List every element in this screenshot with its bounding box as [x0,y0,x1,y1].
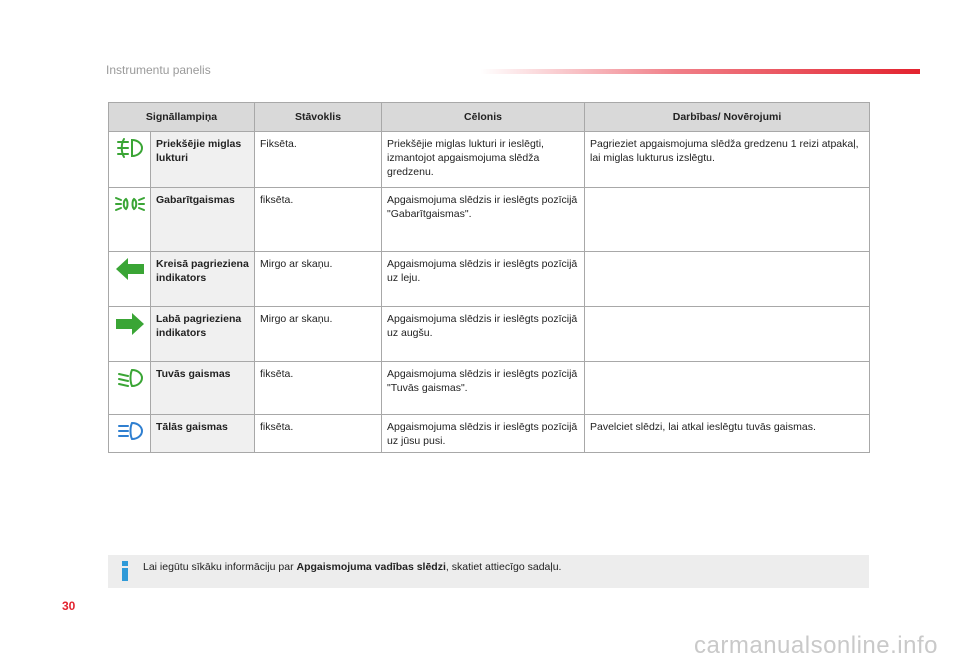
lamp-name: Kreisā pagrieziena indikators [151,252,255,307]
lamp-action: Pagrieziet apgaismojuma slēdža gredzenu 1 reizi atpakaļ, lai miglas lukturus izslēgtu. [585,132,870,188]
lamp-state: Mirgo ar skaņu. [255,307,382,362]
watermark: carmanualsonline.info [694,632,938,659]
lamp-action [585,307,870,362]
lamp-state: fiksēta. [255,188,382,252]
left-indicator-icon [115,257,145,281]
page-number: 30 [62,599,76,613]
right-indicator-icon [115,312,145,336]
lamp-name: Gabarītgaismas [151,188,255,252]
table-row [109,132,870,188]
lamp-cause: Apgaismojuma slēdzis ir ieslēgts pozīcijā "Tuvās gaismas". [382,362,585,415]
warning-lamps-table [108,102,870,453]
lamp-cause: Priekšējie miglas lukturi ir ieslēgti, izmantojot apgaismojuma slēdža gredzenu. [382,132,585,188]
page-header-title: Instrumentu panelis [106,63,211,77]
header-accent-bar [480,69,920,74]
lamp-name: Tālās gaismas [151,415,255,453]
info-text-after: , skatiet attiecīgo sadaļu. [445,561,562,573]
table-row [109,362,870,415]
dipped-beam-icon [115,367,145,389]
lamp-icon-cell [109,188,151,252]
lamp-cause: Apgaismojuma slēdzis ir ieslēgts pozīcijā uz jūsu pusi. [382,415,585,453]
table-header-row [109,103,870,132]
lamp-icon-cell [109,252,151,307]
column-header: Stāvoklis [255,103,382,132]
info-text-link-term: Apgaismojuma vadības slēdzi [296,561,446,573]
column-header: Cēlonis [382,103,585,132]
lamp-state: fiksēta. [255,415,382,453]
info-text-before: Lai iegūtu sīkāku informāciju par [143,561,297,573]
lamp-state: fiksēta. [255,362,382,415]
lamp-name: Priekšējie miglas lukturi [151,132,255,188]
lamp-action: Pavelciet slēdzi, lai atkal ieslēgtu tuvās gaismas. [585,415,870,453]
lamp-cause: Apgaismojuma slēdzis ir ieslēgts pozīcijā uz leju. [382,252,585,307]
sidelamps-icon [114,193,146,215]
table-row [109,252,870,307]
table-row [109,188,870,252]
lamp-state: Mirgo ar skaņu. [255,252,382,307]
table-row [109,415,870,453]
info-note [108,555,869,588]
lamp-icon-cell [109,362,151,415]
lamp-cause: Apgaismojuma slēdzis ir ieslēgts pozīcijā uz augšu. [382,307,585,362]
lamp-action [585,188,870,252]
lamp-action [585,252,870,307]
lamp-state: Fiksēta. [255,132,382,188]
lamp-icon-cell [109,132,151,188]
lamp-icon-cell [109,415,151,453]
lamp-action [585,362,870,415]
lamp-icon-cell [109,307,151,362]
lamp-name: Labā pagrieziena indikators [151,307,255,362]
main-beam-icon [115,420,145,442]
front-fog-lamp-icon [115,137,145,159]
info-icon [118,560,132,582]
lamp-name: Tuvās gaismas [151,362,255,415]
info-text [143,561,561,573]
lamp-cause: Apgaismojuma slēdzis ir ieslēgts pozīcijā "Gabarītgaismas". [382,188,585,252]
column-header: Signāllampiņa [109,103,255,132]
table-row [109,307,870,362]
column-header: Darbības/ Novērojumi [585,103,870,132]
